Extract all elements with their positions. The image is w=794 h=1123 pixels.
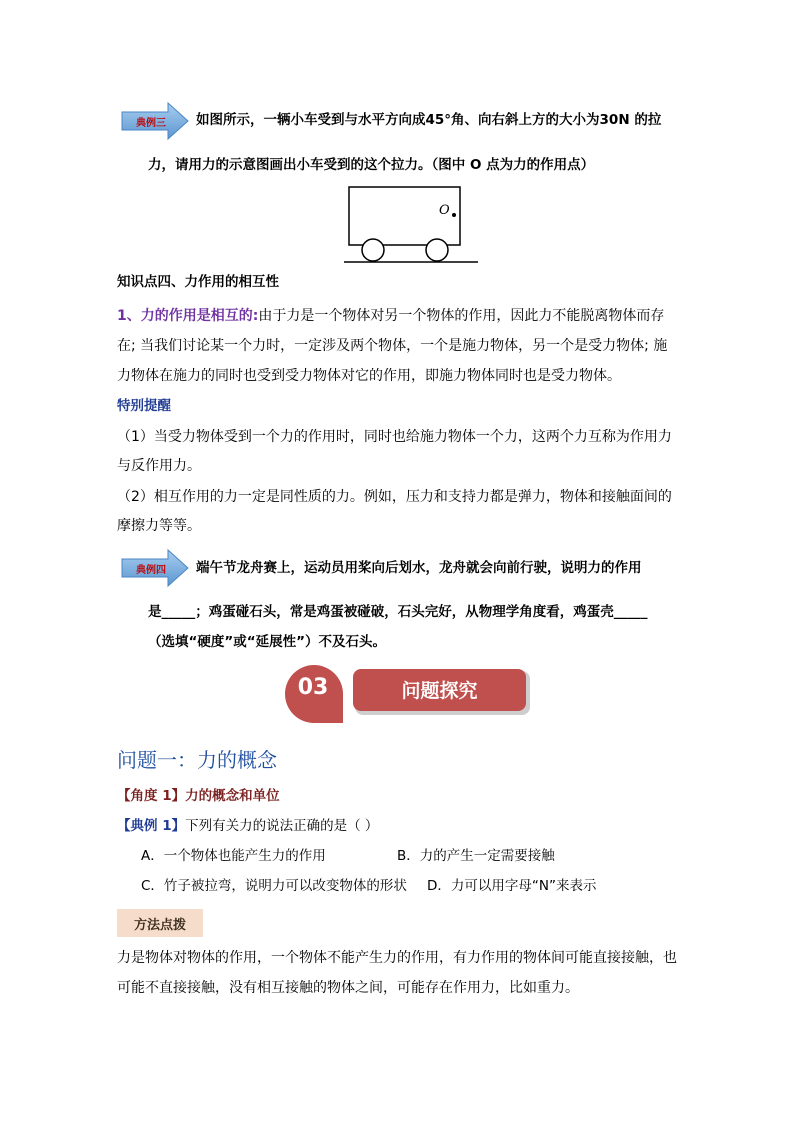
angle-label: 【角度 1】力的概念和单位 xyxy=(117,788,280,804)
cart-diagram xyxy=(340,185,482,267)
reminder1-line2: 与反作用力。 xyxy=(117,458,201,474)
cart-wheel-right xyxy=(426,239,448,261)
option-d: D．力可以用字母“N”来表示 xyxy=(427,878,597,894)
section4-point1 xyxy=(117,306,664,326)
problem1-heading: 问题一：力的概念 xyxy=(117,748,277,772)
example-badge-arrow xyxy=(120,101,190,141)
example4-badge-arrow xyxy=(120,548,190,588)
option-b: B．力的产生一定需要接触 xyxy=(397,848,555,864)
option-c: C．竹子被拉弯，说明力可以改变物体的形状 xyxy=(141,878,407,894)
reminder2-line1: （2）相互作用的力一定是同性质的力。例如，压力和支持力都是弹力，物体和接触面间的 xyxy=(117,489,672,505)
method-line1: 力是物体对物体的作用，一个物体不能产生力的作用，有力作用的物体间可能直接接触，也 xyxy=(117,950,677,966)
example4-line1: 端午节龙舟赛上，运动员用桨向后划水，龙舟就会向前行驶，说明力的作用 xyxy=(196,560,642,576)
example1-text: 下列有关力的说法正确的是（ ） xyxy=(185,818,379,834)
banner-title: 问题探究 xyxy=(401,680,478,702)
banner-number: 03 xyxy=(297,675,329,700)
point1-label: 1、力的作用是相互的: xyxy=(117,308,259,324)
point1-line2: 在; 当我们讨论某一个力时，一定涉及两个物体，一个是施力物体，另一个是受力物体; 施 xyxy=(117,338,668,354)
example3-line1: 如图所示，一辆小车受到与水平方向成45°角、向右斜上方的大小为30N 的拉 xyxy=(196,112,662,128)
point1-text: 由于力是一个物体对另一个物体的作用，因此力不能脱离物体而存 xyxy=(258,308,665,324)
option-a: A．一个物体也能产生力的作用 xyxy=(141,848,326,864)
method-box xyxy=(117,909,203,937)
reminder-title: 特别提醒 xyxy=(117,398,171,414)
example-badge-label: 典例三 xyxy=(136,117,166,129)
example1-line xyxy=(117,816,378,836)
point-o-dot xyxy=(452,213,456,217)
example3-line2: 力，请用力的示意图画出小车受到的这个拉力。（图中 O 点为力的作用点） xyxy=(148,157,595,173)
example4-line2: 是_____；鸡蛋碰石头，常是鸡蛋被碰破，石头完好，从物理学角度看，鸡蛋壳_____ xyxy=(148,604,648,620)
method-title: 方法点拨 xyxy=(133,917,186,933)
method-line2: 可能不直接接触，没有相互接触的物体之间，可能存在作用力，比如重力。 xyxy=(117,980,579,996)
reminder2-line2: 摩擦力等等。 xyxy=(117,518,201,534)
example1-label: 【典例 1】 xyxy=(117,818,186,834)
cart-wheel-left xyxy=(362,239,384,261)
reminder1-line1: （1）当受力物体受到一个力的作用时，同时也给施力物体一个力，这两个力互称为作用力 xyxy=(117,429,672,445)
section4-title: 知识点四、力作用的相互性 xyxy=(117,274,279,290)
example4-line3: （选填“硬度”或“延展性”）不及石头。 xyxy=(148,634,386,650)
point-o-label: O xyxy=(439,203,450,218)
point1-line3: 力物体在施力的同时也受到受力物体对它的作用，即施力物体同时也是受力物体。 xyxy=(117,368,621,384)
example4-badge-label: 典例四 xyxy=(136,564,166,576)
